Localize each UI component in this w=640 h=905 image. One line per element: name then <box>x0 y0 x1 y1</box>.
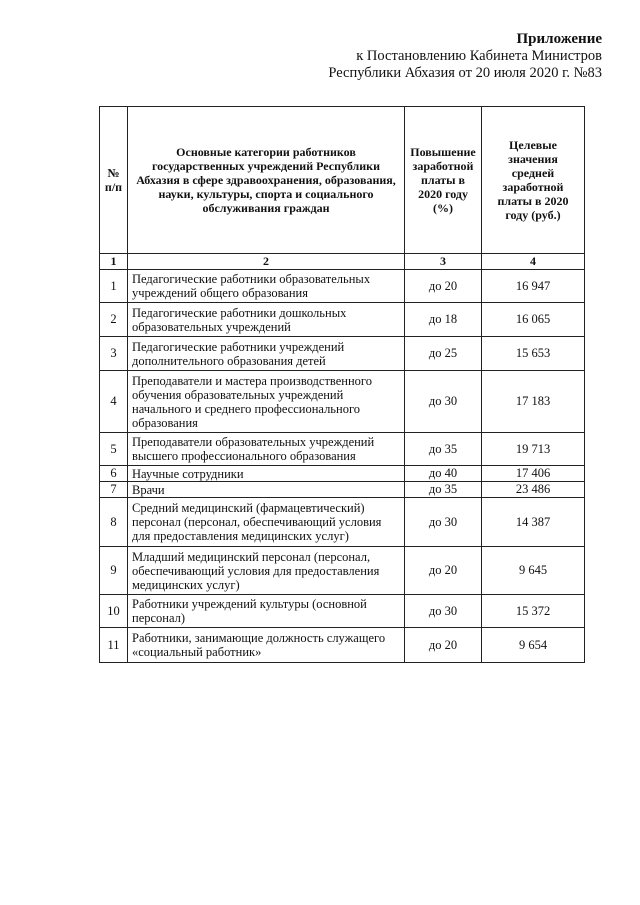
row-category: Работники учреждений культуры (основной персонал) <box>128 595 405 628</box>
row-category: Педагогические работники учреждений дополнительного образования детей <box>128 337 405 371</box>
row-salary: 15 653 <box>482 337 585 371</box>
col-header-number: № п/п <box>100 107 128 254</box>
row-increase: до 20 <box>405 547 482 595</box>
row-category: Педагогические работники дошкольных образовательных учреждений <box>128 303 405 337</box>
row-category: Врачи <box>128 482 405 498</box>
row-number: 10 <box>100 595 128 628</box>
col-header-category: Основные категории работников государственных учреждений Республики Абхазия в сфере здравоохранения, образования, науки, культуры, спорта и социального обслуживания граждан <box>128 107 405 254</box>
row-number: 6 <box>100 466 128 482</box>
row-category: Преподаватели и мастера производственного обучения образовательных учреждений начального и среднего профессионального образования <box>128 371 405 433</box>
row-number: 2 <box>100 303 128 337</box>
row-number: 7 <box>100 482 128 498</box>
table-row <box>100 433 585 466</box>
resolution-date: Республики Абхазия от 20 июля 2020 г. №83 <box>328 65 602 81</box>
table-row <box>100 547 585 595</box>
table-row <box>100 482 585 498</box>
table-row <box>100 466 585 482</box>
row-number: 8 <box>100 498 128 547</box>
table-row <box>100 498 585 547</box>
row-category: Младший медицинский персонал (персонал, обеспечивающий условия для предоставления медицинских услуг) <box>128 547 405 595</box>
row-salary: 17 406 <box>482 466 585 482</box>
row-salary: 17 183 <box>482 371 585 433</box>
row-category: Педагогические работники образовательных учреждений общего образования <box>128 270 405 303</box>
col-header-increase: Повышение заработной платы в 2020 году (%) <box>405 107 482 254</box>
row-increase: до 25 <box>405 337 482 371</box>
row-salary: 15 372 <box>482 595 585 628</box>
row-increase: до 18 <box>405 303 482 337</box>
table-row <box>100 337 585 371</box>
row-increase: до 20 <box>405 270 482 303</box>
table-row <box>100 270 585 303</box>
table-row <box>100 595 585 628</box>
row-increase: до 40 <box>405 466 482 482</box>
column-numbers-row <box>100 254 585 270</box>
table-row <box>100 303 585 337</box>
row-salary: 9 654 <box>482 628 585 663</box>
row-number: 4 <box>100 371 128 433</box>
row-increase: до 30 <box>405 498 482 547</box>
row-number: 3 <box>100 337 128 371</box>
row-salary: 9 645 <box>482 547 585 595</box>
table-row <box>100 628 585 663</box>
row-salary: 14 387 <box>482 498 585 547</box>
row-salary: 23 486 <box>482 482 585 498</box>
row-increase: до 35 <box>405 433 482 466</box>
row-increase: до 20 <box>405 628 482 663</box>
row-number: 5 <box>100 433 128 466</box>
row-salary: 16 947 <box>482 270 585 303</box>
col-header-salary: Целевые значения средней заработной платы в 2020 году (руб.) <box>482 107 585 254</box>
row-number: 1 <box>100 270 128 303</box>
appendix-title: Приложение <box>516 31 602 47</box>
row-increase: до 30 <box>405 595 482 628</box>
row-number: 11 <box>100 628 128 663</box>
resolution-reference: к Постановлению Кабинета Министров <box>356 48 602 64</box>
salary-table <box>99 106 585 663</box>
row-category: Средний медицинский (фармацевтический) персонал (персонал, обеспечивающий условия для предоставления медицинских услуг) <box>128 498 405 547</box>
row-increase: до 30 <box>405 371 482 433</box>
document-header <box>328 30 602 82</box>
row-category: Преподаватели образовательных учреждений высшего профессионального образования <box>128 433 405 466</box>
row-number: 9 <box>100 547 128 595</box>
row-category: Работники, занимающие должность служащего «социальный работник» <box>128 628 405 663</box>
col-number: 2 <box>128 254 405 270</box>
row-category: Научные сотрудники <box>128 466 405 482</box>
col-number: 3 <box>405 254 482 270</box>
col-number: 1 <box>100 254 128 270</box>
table-row <box>100 371 585 433</box>
row-increase: до 35 <box>405 482 482 498</box>
row-salary: 16 065 <box>482 303 585 337</box>
col-number: 4 <box>482 254 585 270</box>
row-salary: 19 713 <box>482 433 585 466</box>
